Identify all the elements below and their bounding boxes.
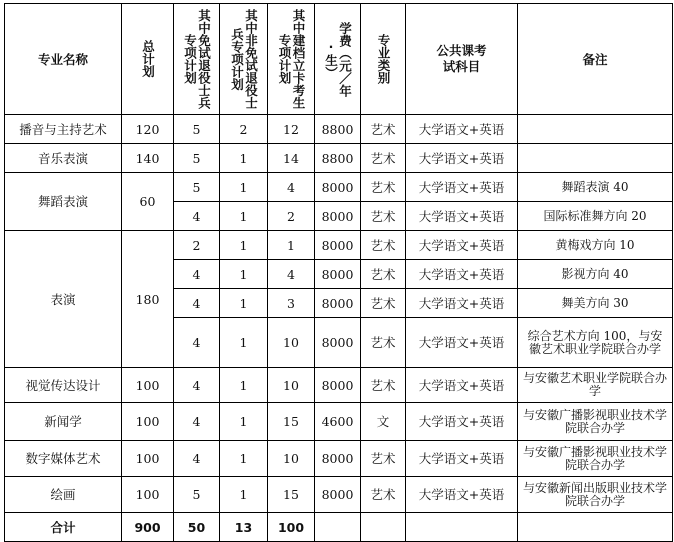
total-plan: 100	[122, 368, 174, 403]
retired-plan: 5	[174, 477, 220, 513]
note: 舞蹈表演 40	[518, 173, 673, 202]
major-name: 舞蹈表演	[5, 173, 122, 231]
filing-plan: 15	[268, 477, 315, 513]
empty-cell	[518, 513, 673, 542]
table-row	[5, 115, 673, 144]
enrollment-plan-table	[4, 3, 673, 542]
category: 艺术	[361, 202, 406, 231]
nonretired-plan: 1	[220, 260, 268, 289]
nonretired-plan: 1	[220, 441, 268, 477]
total-plan: 100	[122, 441, 174, 477]
major-name: 视觉传达设计	[5, 368, 122, 403]
major-name: 音乐表演	[5, 144, 122, 173]
filing-plan: 10	[268, 368, 315, 403]
category: 艺术	[361, 477, 406, 513]
tuition: 8000	[315, 441, 361, 477]
table-row	[5, 403, 673, 441]
category: 艺术	[361, 368, 406, 403]
total-plan-sum: 900	[122, 513, 174, 542]
note: 国际标准舞方向 20	[518, 202, 673, 231]
nonretired-plan: 2	[220, 115, 268, 144]
header-major: 专业名称	[5, 4, 122, 115]
tuition: 8000	[315, 173, 361, 202]
tuition: 8000	[315, 368, 361, 403]
category: 艺术	[361, 441, 406, 477]
nonretired-plan: 1	[220, 144, 268, 173]
total-plan: 100	[122, 477, 174, 513]
nonretired-plan: 1	[220, 477, 268, 513]
retired-plan-sum: 50	[174, 513, 220, 542]
nonretired-plan: 1	[220, 202, 268, 231]
note: 与安徽广播影视职业技术学院联合办学	[518, 403, 673, 441]
filing-plan: 10	[268, 318, 315, 368]
table-row	[5, 368, 673, 403]
table-row	[5, 441, 673, 477]
tuition: 8000	[315, 260, 361, 289]
note	[518, 115, 673, 144]
header-sub-nonretired: 其中非免试退役士兵专项计划	[229, 9, 259, 109]
total-plan: 140	[122, 144, 174, 173]
header-notes: 备注	[518, 4, 673, 115]
note: 与安徽新闻出版职业技术学院联合办学	[518, 477, 673, 513]
total-label: 合计	[5, 513, 122, 542]
category: 艺术	[361, 115, 406, 144]
table-row	[5, 231, 673, 260]
note: 黄梅戏方向 10	[518, 231, 673, 260]
retired-plan: 2	[174, 231, 220, 260]
retired-plan: 4	[174, 202, 220, 231]
tuition: 8800	[315, 115, 361, 144]
filing-plan: 4	[268, 260, 315, 289]
filing-plan: 2	[268, 202, 315, 231]
exam-subjects: 大学语文+英语	[406, 368, 518, 403]
tuition: 8000	[315, 477, 361, 513]
nonretired-plan: 1	[220, 368, 268, 403]
tuition: 8000	[315, 289, 361, 318]
retired-plan: 4	[174, 260, 220, 289]
note: 综合艺术方向 100，与安徽艺术职业学院联合办学	[518, 318, 673, 368]
exam-subjects: 大学语文+英语	[406, 318, 518, 368]
header-sub-retired: 其中免试退役士兵专项计划	[182, 9, 212, 109]
exam-subjects: 大学语文+英语	[406, 260, 518, 289]
note: 舞美方向 30	[518, 289, 673, 318]
category: 艺术	[361, 289, 406, 318]
note: 影视方向 40	[518, 260, 673, 289]
filing-plan: 1	[268, 231, 315, 260]
retired-plan: 5	[174, 144, 220, 173]
header-exam: 公共课考试科目	[436, 43, 487, 74]
nonretired-plan: 1	[220, 403, 268, 441]
tuition: 4600	[315, 403, 361, 441]
filing-plan: 4	[268, 173, 315, 202]
nonretired-plan: 1	[220, 289, 268, 318]
retired-plan: 4	[174, 403, 220, 441]
filing-plan: 12	[268, 115, 315, 144]
exam-subjects: 大学语文+英语	[406, 202, 518, 231]
header-row	[5, 4, 673, 115]
major-name: 播音与主持艺术	[5, 115, 122, 144]
empty-cell	[406, 513, 518, 542]
exam-subjects: 大学语文+英语	[406, 144, 518, 173]
total-plan: 180	[122, 231, 174, 368]
table-row	[5, 477, 673, 513]
major-name: 数字媒体艺术	[5, 441, 122, 477]
retired-plan: 5	[174, 173, 220, 202]
exam-subjects: 大学语文+英语	[406, 477, 518, 513]
empty-cell	[315, 513, 361, 542]
filing-plan: 14	[268, 144, 315, 173]
nonretired-plan: 1	[220, 231, 268, 260]
filing-plan: 3	[268, 289, 315, 318]
exam-subjects: 大学语文+英语	[406, 173, 518, 202]
tuition: 8800	[315, 144, 361, 173]
header-tuition: 学费（元／年·生）	[323, 21, 353, 97]
note	[518, 144, 673, 173]
filing-plan: 10	[268, 441, 315, 477]
nonretired-plan: 1	[220, 173, 268, 202]
total-plan: 120	[122, 115, 174, 144]
category: 艺术	[361, 318, 406, 368]
total-row	[5, 513, 673, 542]
major-name: 新闻学	[5, 403, 122, 441]
retired-plan: 4	[174, 368, 220, 403]
category: 文	[361, 403, 406, 441]
nonretired-plan: 1	[220, 318, 268, 368]
nonretired-plan-sum: 13	[220, 513, 268, 542]
exam-subjects: 大学语文+英语	[406, 115, 518, 144]
header-total-plan: 总计划	[140, 40, 156, 78]
filing-plan-sum: 100	[268, 513, 315, 542]
retired-plan: 5	[174, 115, 220, 144]
filing-plan: 15	[268, 403, 315, 441]
category: 艺术	[361, 173, 406, 202]
exam-subjects: 大学语文+英语	[406, 231, 518, 260]
category: 艺术	[361, 231, 406, 260]
table-row	[5, 144, 673, 173]
tuition: 8000	[315, 318, 361, 368]
retired-plan: 4	[174, 441, 220, 477]
header-category: 专业类别	[376, 34, 391, 84]
total-plan: 100	[122, 403, 174, 441]
total-plan: 60	[122, 173, 174, 231]
exam-subjects: 大学语文+英语	[406, 441, 518, 477]
major-name: 表演	[5, 231, 122, 368]
exam-subjects: 大学语文+英语	[406, 289, 518, 318]
table-row	[5, 173, 673, 202]
exam-subjects: 大学语文+英语	[406, 403, 518, 441]
header-sub-filing: 其中建档立卡考生专项计划	[277, 9, 306, 109]
empty-cell	[361, 513, 406, 542]
note: 与安徽艺术职业学院联合办学	[518, 368, 673, 403]
major-name: 绘画	[5, 477, 122, 513]
category: 艺术	[361, 260, 406, 289]
retired-plan: 4	[174, 318, 220, 368]
retired-plan: 4	[174, 289, 220, 318]
category: 艺术	[361, 144, 406, 173]
tuition: 8000	[315, 231, 361, 260]
note: 与安徽广播影视职业技术学院联合办学	[518, 441, 673, 477]
tuition: 8000	[315, 202, 361, 231]
